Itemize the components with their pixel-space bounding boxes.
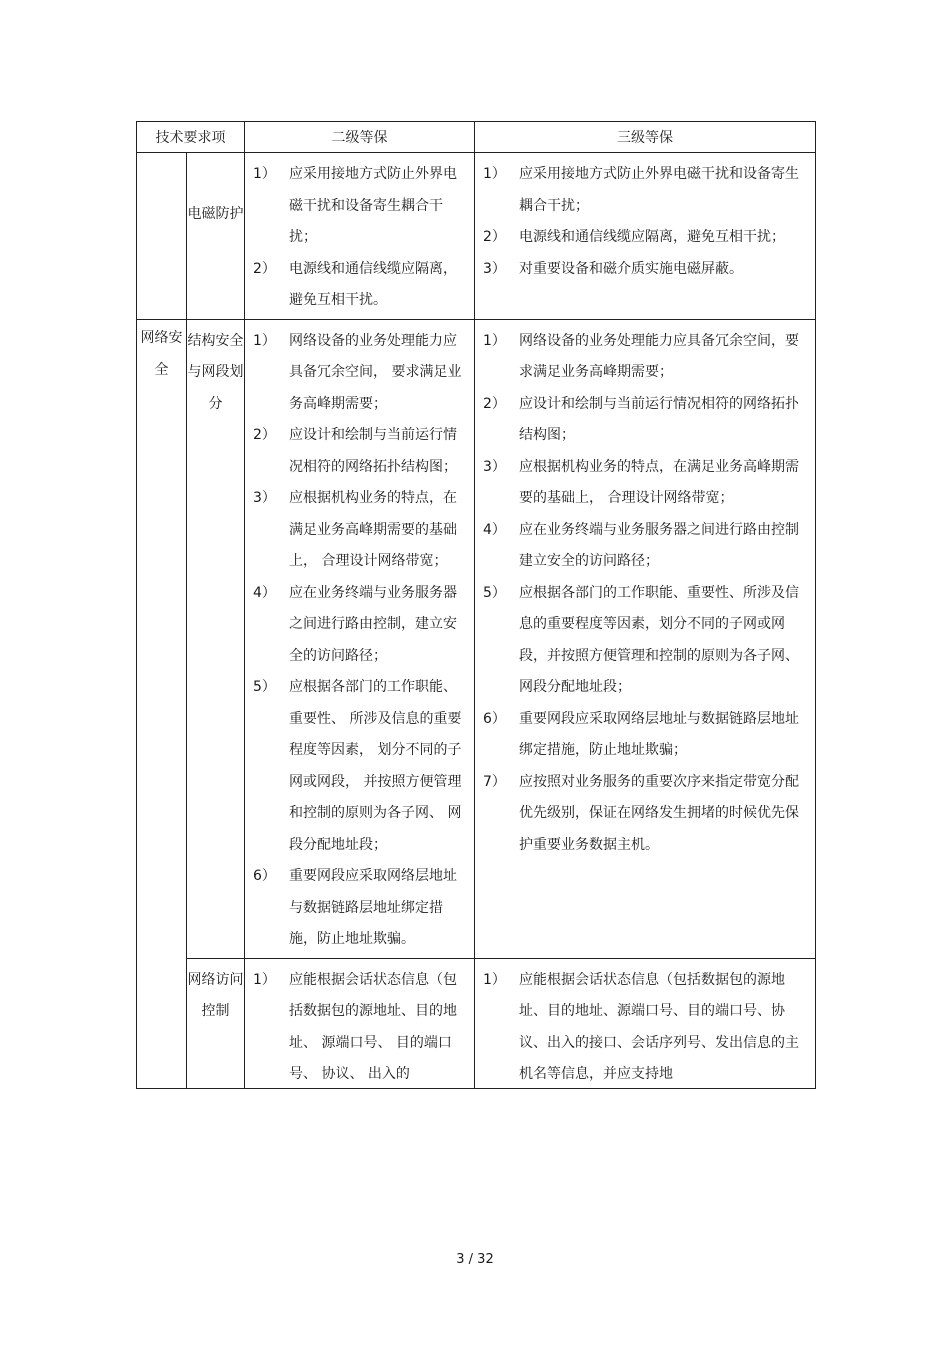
category-cell-empty	[137, 153, 187, 320]
requirement-list	[245, 153, 474, 319]
item-text: 应根据机构业务的特点，在满足业务高峰期需要的基础上， 合理设计网络带宽；	[289, 490, 457, 569]
sub-item-label: 电磁防护	[187, 206, 244, 222]
level3-cell	[475, 153, 816, 320]
level3-cell	[475, 958, 816, 1088]
item-number: 1）	[483, 971, 506, 988]
item-text: 应采用接地方式防止外界电磁干扰和设备寄生耦合干扰；	[289, 166, 457, 245]
level2-cell	[245, 319, 475, 958]
item-number: 3）	[483, 260, 506, 277]
table-row-structure-security	[137, 319, 816, 958]
list-item	[253, 159, 468, 254]
item-number: 3）	[483, 458, 506, 475]
category-label: 网络安全	[140, 329, 183, 378]
item-number: 4）	[253, 584, 276, 601]
list-item	[483, 704, 809, 767]
item-number: 1）	[253, 971, 276, 988]
table-row-em-protection	[137, 153, 816, 320]
list-item	[483, 767, 809, 862]
list-item	[483, 222, 809, 254]
item-number: 4）	[483, 521, 506, 538]
list-item	[483, 452, 809, 515]
item-text: 应根据机构业务的特点，在满足业务高峰期需要的基础上， 合理设计网络带宽；	[519, 458, 799, 506]
item-number: 2）	[483, 395, 506, 412]
page-number: 3 / 32	[456, 1252, 494, 1267]
item-text: 应根据各部门的工作职能、重要性、所涉及信息的重要程度等因素，划分不同的子网或网段，并按照方便管理和控制的原则为各子网、网段分配地址段；	[519, 584, 799, 695]
list-item	[483, 254, 809, 286]
item-text: 应在业务终端与业务服务器之间进行路由控制建立安全的访问路径；	[519, 521, 799, 569]
item-number: 1）	[483, 166, 506, 182]
item-text: 电源线和通信线缆应隔离，避免互相干扰；	[519, 229, 785, 245]
requirement-list	[475, 959, 815, 1088]
item-text: 对重要设备和磁介质实施电磁屏蔽。	[519, 260, 743, 277]
item-text: 应采用接地方式防止外界电磁干扰和设备寄生耦合干扰；	[519, 166, 799, 214]
category-cell	[137, 319, 187, 1088]
item-number: 1）	[253, 166, 276, 182]
sub-item-label: 网络访问控制	[187, 971, 244, 1019]
sub-item-structure-security	[187, 319, 245, 958]
item-text: 应设计和绘制与当前运行情况相符的网络拓扑结构图；	[289, 427, 457, 475]
item-number: 2）	[253, 427, 276, 443]
list-item	[253, 672, 468, 861]
item-text: 应能根据会话状态信息（包括数据包的源地址、目的地址、 源端口号、 目的端口号、 协议、 出入的	[289, 971, 457, 1082]
item-text: 重要网段应采取网络层地址与数据链路层地址绑定措施，防止地址欺骗；	[519, 710, 799, 758]
header-requirement-item: 技术要求项	[137, 122, 245, 153]
requirement-list	[475, 320, 815, 864]
list-item	[253, 420, 468, 483]
list-item	[483, 965, 809, 1088]
item-number: 1）	[253, 332, 276, 349]
item-number: 7）	[483, 773, 506, 790]
item-number: 1）	[483, 332, 506, 349]
item-text: 应按照对业务服务的重要次序来指定带宽分配优先级别，保证在网络发生拥堵的时候优先保护重要业务数据主机。	[519, 773, 799, 853]
list-item	[253, 861, 468, 956]
list-item	[483, 578, 809, 704]
level3-cell	[475, 319, 816, 958]
requirement-list	[475, 153, 815, 287]
sub-item-access-control	[187, 958, 245, 1088]
item-text: 应根据各部门的工作职能、重要性、 所涉及信息的重要程度等因素， 划分不同的子网或网段， 并按照方便管理和控制的原则为各子网、 网段分配地址段；	[289, 679, 462, 853]
table-row-access-control	[137, 958, 816, 1088]
item-text: 应在业务终端与业务服务器之间进行路由控制，建立安全的访问路径；	[289, 584, 457, 664]
list-item	[253, 578, 468, 673]
item-number: 5）	[483, 584, 506, 601]
table-header-row	[137, 122, 816, 153]
list-item	[483, 515, 809, 578]
list-item	[253, 254, 468, 317]
item-text: 应设计和绘制与当前运行情况相符的网络拓扑结构图；	[519, 395, 799, 443]
item-text: 电源线和通信线缆应隔离，避免互相干扰。	[289, 260, 457, 308]
requirement-list	[245, 320, 474, 958]
list-item	[253, 483, 468, 578]
item-text: 网络设备的业务处理能力应具备冗余空间， 要求满足业务高峰期需要；	[289, 332, 462, 412]
item-text: 重要网段应采取网络层地址与数据链路层地址绑定措施，防止地址欺骗。	[289, 868, 457, 947]
item-number: 6）	[483, 710, 506, 727]
sub-item-label: 结构安全与网段划分	[187, 332, 244, 412]
item-number: 2）	[253, 260, 276, 277]
item-number: 3）	[253, 490, 276, 506]
item-text: 网络设备的业务处理能力应具备冗余空间，要求满足业务高峰期需要；	[519, 332, 799, 380]
header-level-2: 二级等保	[245, 122, 475, 153]
list-item	[483, 326, 809, 389]
header-level-3: 三级等保	[475, 122, 816, 153]
requirement-list	[245, 959, 474, 1088]
requirements-table	[136, 121, 816, 1089]
list-item	[253, 326, 468, 421]
list-item	[253, 965, 468, 1088]
item-number: 2）	[483, 229, 506, 245]
level2-cell	[245, 153, 475, 320]
item-number: 6）	[253, 868, 276, 884]
sub-item-em-protection	[187, 153, 245, 320]
list-item	[483, 389, 809, 452]
level2-cell	[245, 958, 475, 1088]
item-text: 应能根据会话状态信息（包括数据包的源地址、目的地址、源端口号、目的端口号、协议、出入的接口、会话序列号、发出信息的主机名等信息，并应支持地	[519, 971, 799, 1082]
item-number: 5）	[253, 679, 276, 695]
list-item	[483, 159, 809, 222]
